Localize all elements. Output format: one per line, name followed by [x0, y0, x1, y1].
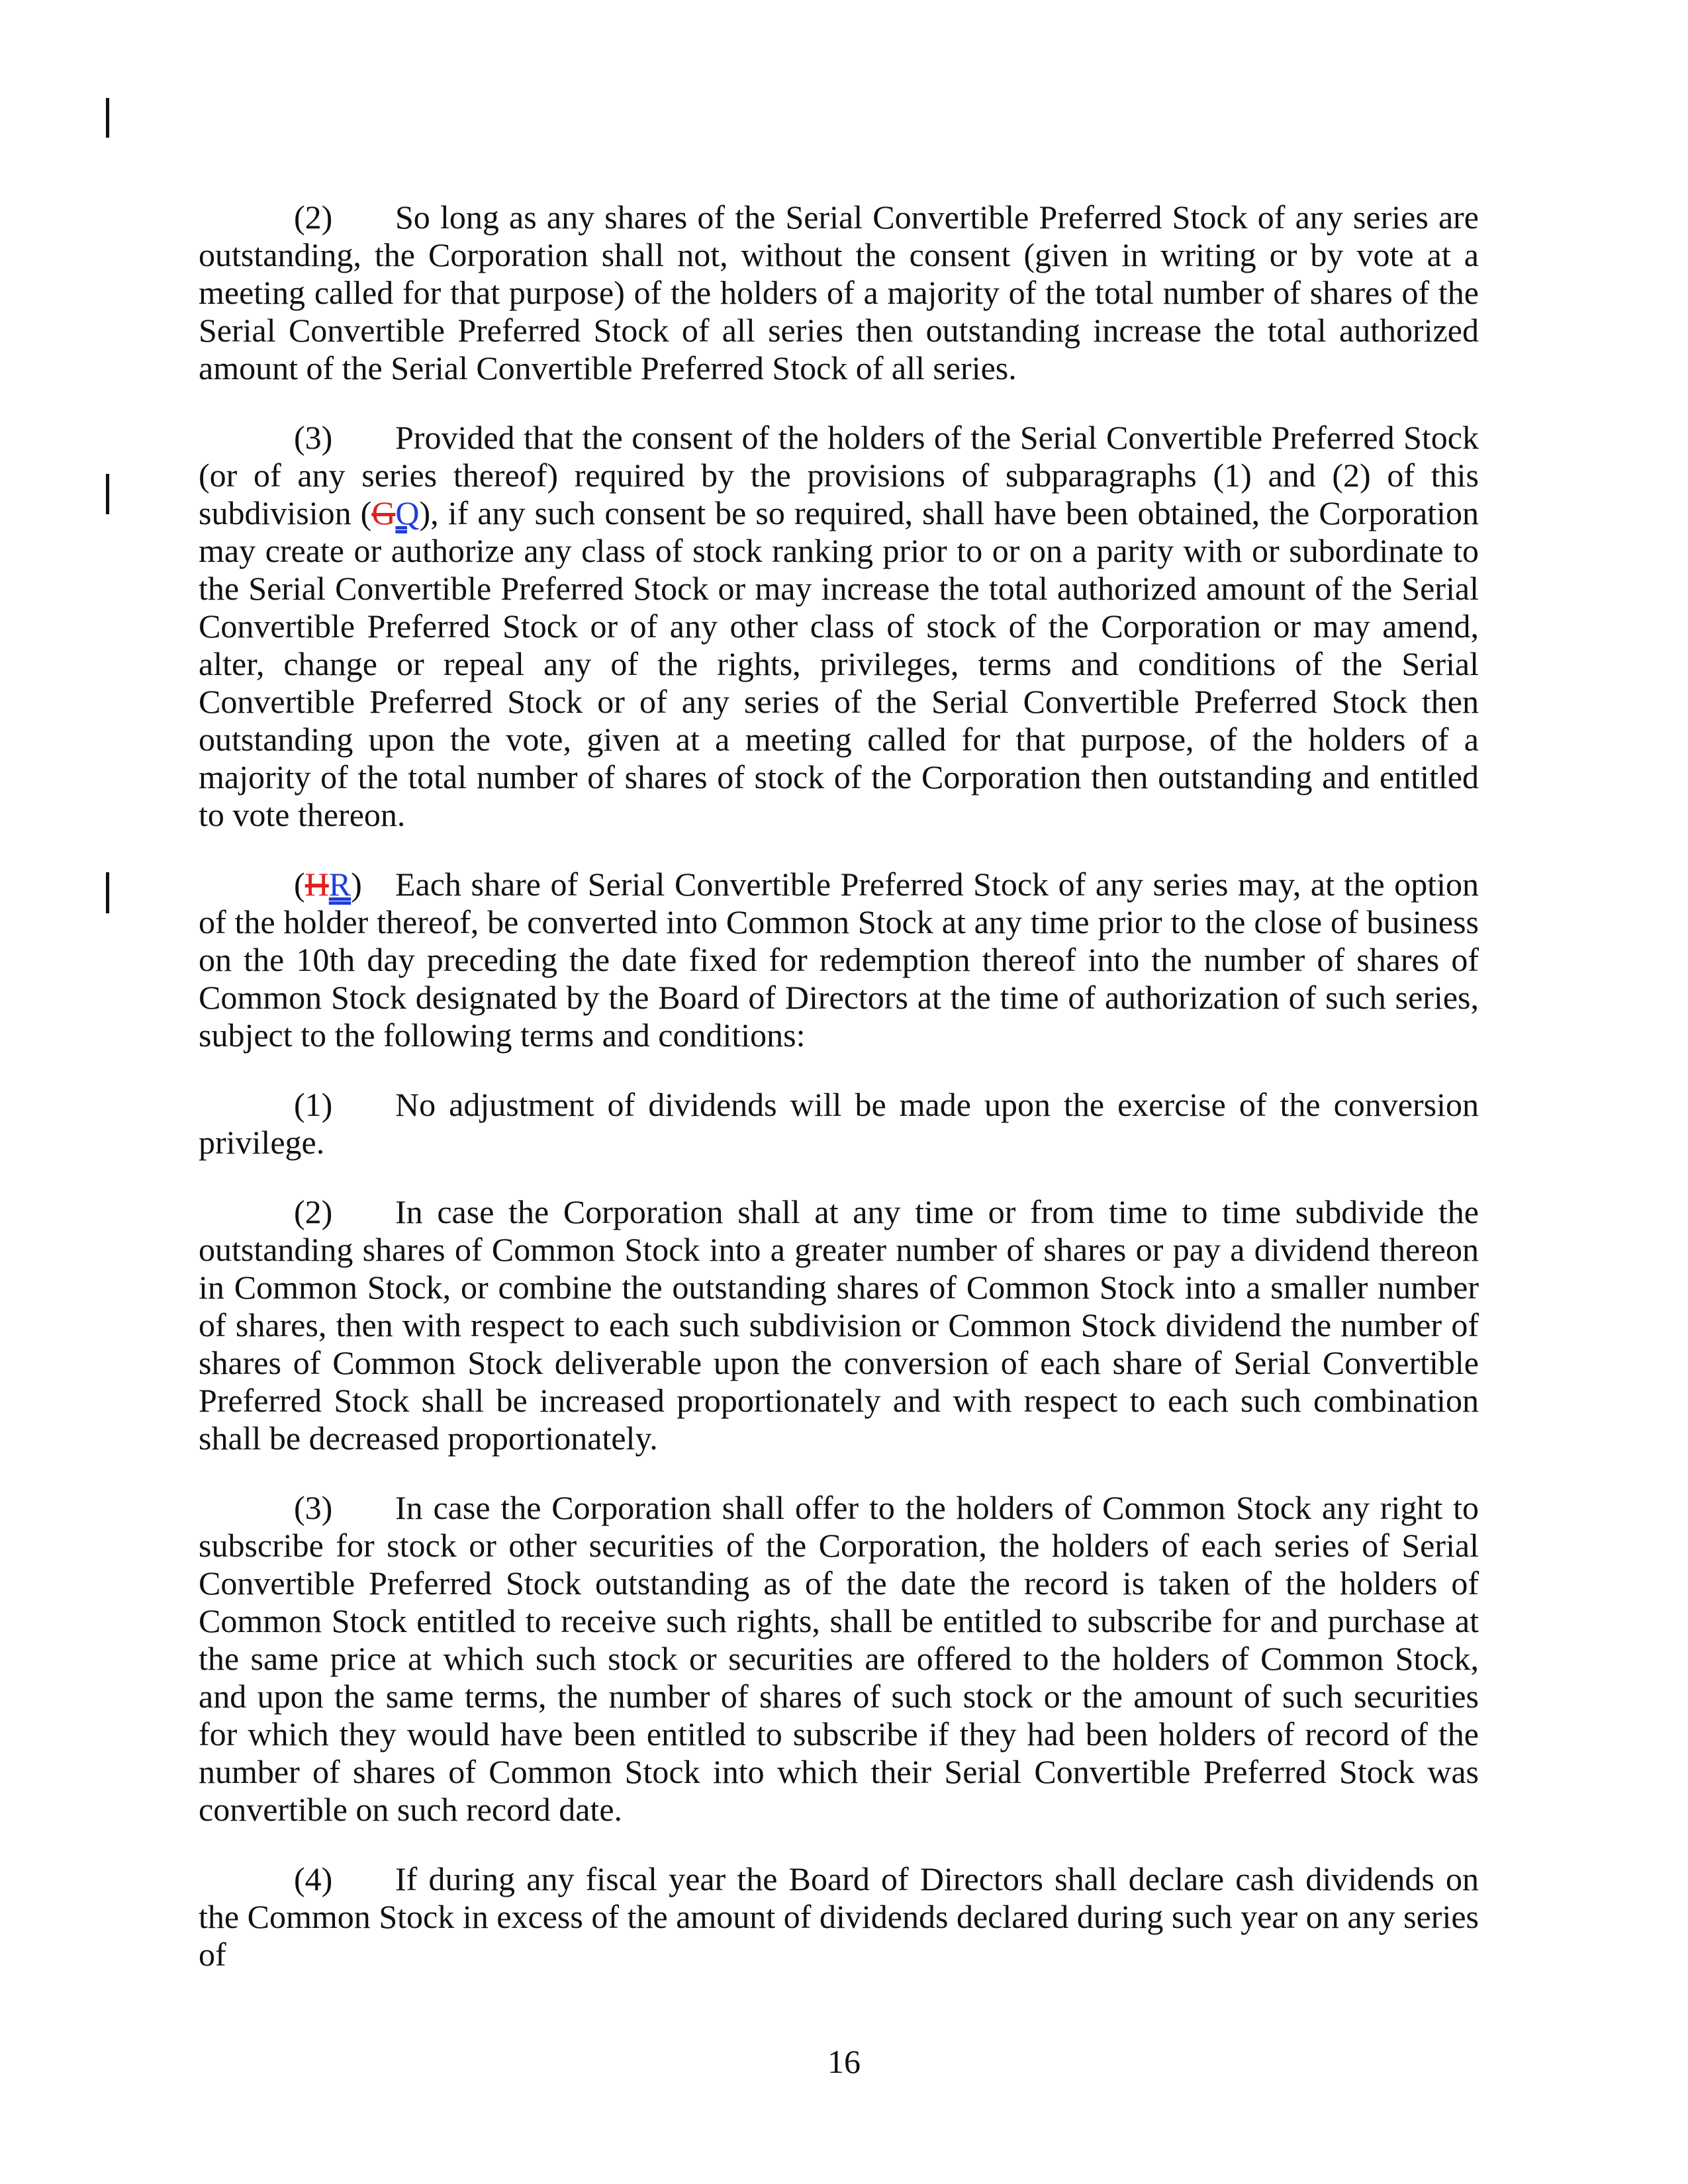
paragraph-text-continued: ), if any such consent be so required, shall have been obtained, the Corporation may create or authorize any class of stock ranking prior to or on a parity with or subordinate to the Serial Convertible Preferred Stock or may increase the total authorized amount of the Serial Convertible Preferred Stock or of any other class of stock of the Corporation or may amend, alter, change or repeal any of the rights, privileges, terms and conditions of the Serial Convertible Preferred Stock or of any series of the Serial Convertible Preferred Stock then outstanding upon the vote, given at a meeting called for that purpose, of the holders of a majority of the total number of shares of stock of the Corporation then outstanding and entitled to vote thereon. — [199, 494, 1479, 833]
paragraph-text: So long as any shares of the Serial Convertible Preferred Stock of any series are outstanding, the Corporation shall not, without the consent (given in writing or by vote at a meeting called for that purpose) of the holders of a majority of the total number of shares of the Serial Convertible Preferred Stock of all series then outstanding increase the total authorized amount of the Serial Convertible Preferred Stock of all series. — [199, 199, 1479, 387]
deleted-text: G — [371, 494, 396, 531]
change-bar — [106, 98, 109, 138]
paragraph-number: (3) — [294, 419, 333, 456]
document-body — [199, 199, 1479, 2005]
page-number: 16 — [827, 2043, 861, 2080]
inserted-text: Q — [395, 494, 420, 531]
paragraph-text: Each share of Serial Convertible Preferred Stock of any series may, at the option of the holder thereof, be converted into Common Stock at any time prior to the close of business on the 10th day preceding the date fixed for redemption thereof into the number of shares of Common Stock designated by the Board of Directors at the time of authorization of such series, subject to the following terms and conditions: — [199, 866, 1479, 1054]
paragraph-4-cash-dividends — [199, 1860, 1479, 1974]
paragraph-1-dividends — [199, 1086, 1479, 1161]
paragraph-number: (1) — [294, 1086, 333, 1123]
paragraph-number: (2) — [294, 199, 333, 236]
paragraph-number: (2) — [294, 1193, 333, 1230]
paragraph-text: In case the Corporation shall at any time or from time to time subdivide the outstanding shares of Common Stock into a greater number of shares or pay a dividend thereon in Common Stock, or combine the outstanding shares of Common Stock into a smaller number of shares, then with respect to each such subdivision or Common Stock dividend the number of shares of Common Stock deliverable upon the conversion of each share of Serial Convertible Preferred Stock shall be increased proportionately and with respect to each such combination shall be decreased proportionately. — [199, 1193, 1479, 1457]
paren-open: ( — [294, 866, 305, 903]
paragraph-number — [294, 866, 395, 903]
change-bar — [106, 474, 109, 514]
change-bar — [106, 872, 109, 913]
paren-close: ) — [351, 866, 362, 903]
paragraph-number: (3) — [294, 1489, 333, 1526]
paragraph-3-consent-provided — [199, 419, 1479, 834]
paragraph-text: No adjustment of dividends will be made upon the exercise of the conversion privilege. — [199, 1086, 1479, 1161]
paragraph-number: (4) — [294, 1860, 333, 1897]
paragraph-text: In case the Corporation shall offer to the holders of Common Stock any right to subscribe for stock or other securities of the Corporation, the holders of each series of Serial Convertible Preferred Stock outstanding as of the date the record is taken of the holders of Common Stock entitled to receive such rights, shall be entitled to subscribe for and purchase at the same price at which such stock or securities are offered to the holders of Common Stock, and upon the same terms, the number of shares of such stock or the amount of such securities for which they would have been entitled to subscribe if they had been holders of record of the number of shares of Common Stock into which their Serial Convertible Preferred Stock was convertible on such record date. — [199, 1489, 1479, 1828]
paragraph-r-conversion — [199, 866, 1479, 1054]
paragraph-3-subscribe-rights — [199, 1489, 1479, 1829]
paragraph-text: Provided that the consent of the holders of the Serial Convertible Preferred Stock (or of any series thereof) required by the provisions of subparagraphs (1) and (2) of this subdivision ( — [199, 419, 1479, 531]
inserted-text: R — [328, 866, 352, 903]
paragraph-text: If during any fiscal year the Board of Directors shall declare cash dividends on the Common Stock in excess of the amount of dividends declared during such year on any series of — [199, 1860, 1479, 1973]
paragraph-2-vote-consent — [199, 199, 1479, 387]
paragraph-2-subdivide — [199, 1193, 1479, 1457]
deleted-text: H — [305, 866, 329, 903]
